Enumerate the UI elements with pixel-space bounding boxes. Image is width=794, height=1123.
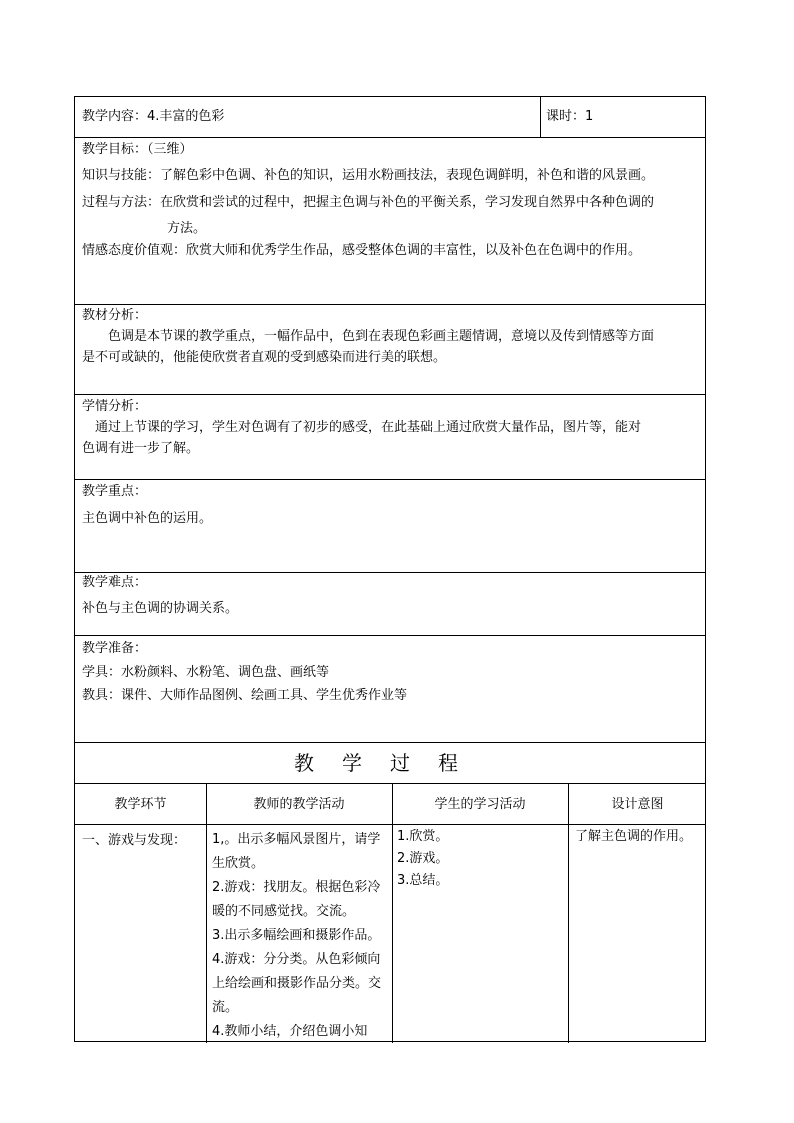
teacher-activity-cell	[212, 828, 390, 1044]
key-point-text: 主色调中补色的运用。	[82, 511, 213, 526]
teacher-activity-item: 2.游戏：找朋友。根据色彩冷暖的不同感觉找。交流。	[212, 880, 381, 919]
row-divider	[75, 635, 705, 636]
row-divider	[75, 137, 705, 138]
student-activity-item: 2.游戏。	[397, 851, 449, 866]
difficulty-heading: 教学难点：	[82, 575, 148, 590]
student-analysis-line: 色调有进一步了解。	[82, 441, 200, 456]
row-divider	[75, 572, 705, 573]
row-divider	[75, 783, 705, 784]
objective-emotion: 情感态度价值观：欣赏大师和优秀学生作品，感受整体色调的丰富性，以及补色在色调中的作用。	[82, 243, 642, 258]
row-divider	[75, 394, 705, 395]
material-analysis-line: 是不可或缺的，他能使欣赏者直观的受到感染而进行美的联想。	[82, 350, 447, 365]
material-analysis-line: 色调是本节课的教学重点，一幅作品中，色到在表现色彩画主题情调，意境以及传到情感等方面	[108, 329, 655, 344]
lesson-content: 教学内容：4.丰富的色彩	[82, 109, 225, 124]
column-header-stage: 教学环节	[114, 797, 167, 812]
row-divider	[75, 479, 705, 480]
teacher-activity-item: 3.出示多幅绘画和摄影作品。	[212, 928, 381, 943]
lesson-period: 课时：1	[546, 109, 594, 124]
teacher-activity-item: 4.教师小结，介绍色调小知	[212, 1024, 368, 1039]
teacher-activity-item: 4.游戏：分分类。从色彩倾向上给绘画和摄影作品分类。交流。	[212, 952, 382, 1015]
preparation-student: 学具：水粉颜料、水粉笔、调色盘、画纸等	[82, 665, 330, 680]
column-divider	[206, 783, 207, 1043]
column-divider	[568, 783, 569, 1043]
process-title: 教学过程	[294, 751, 486, 775]
row-divider	[75, 304, 705, 305]
student-activity-item: 1.欣赏。	[397, 829, 449, 844]
student-activity-cell	[397, 826, 565, 892]
material-analysis-heading: 教材分析：	[82, 308, 148, 323]
objective-process-cont: 方法。	[167, 221, 207, 236]
objectives-heading: 教学目标：（三维）	[82, 142, 193, 157]
teacher-activity-item: 1,。出示多幅风景图片，请学生欣赏。	[212, 832, 381, 871]
key-point-heading: 教学重点：	[82, 484, 148, 499]
preparation-heading: 教学准备：	[82, 641, 148, 656]
student-activity-item: 3.总结。	[397, 873, 449, 888]
column-header-teacher: 教师的教学活动	[253, 797, 345, 812]
lesson-plan-table	[74, 96, 706, 1042]
stage-cell: 一、游戏与发现：	[82, 833, 187, 848]
column-header-student: 学生的学习活动	[434, 797, 526, 812]
column-divider	[540, 97, 541, 137]
row-divider	[75, 824, 705, 825]
objective-knowledge: 知识与技能：了解色彩中色调、补色的知识，运用水粉画技法，表现色调鲜明，补色和谐的风景画。	[82, 168, 655, 183]
student-analysis-line: 通过上节课的学习，学生对色调有了初步的感受，在此基础上通过欣赏大量作品，图片等，能对	[95, 420, 642, 435]
design-intent-cell: 了解主色调的作用。	[575, 829, 693, 844]
difficulty-text: 补色与主色调的协调关系。	[82, 601, 239, 616]
student-analysis-heading: 学情分析：	[82, 399, 148, 414]
objective-process: 过程与方法：在欣赏和尝试的过程中，把握主色调与补色的平衡关系，学习发现自然界中各种色调的	[82, 195, 655, 210]
preparation-teacher: 教具：课件、大师作品图例、绘画工具、学生优秀作业等	[82, 688, 408, 703]
row-divider	[75, 742, 705, 743]
column-divider	[392, 783, 393, 1043]
column-header-intent: 设计意图	[611, 797, 664, 812]
